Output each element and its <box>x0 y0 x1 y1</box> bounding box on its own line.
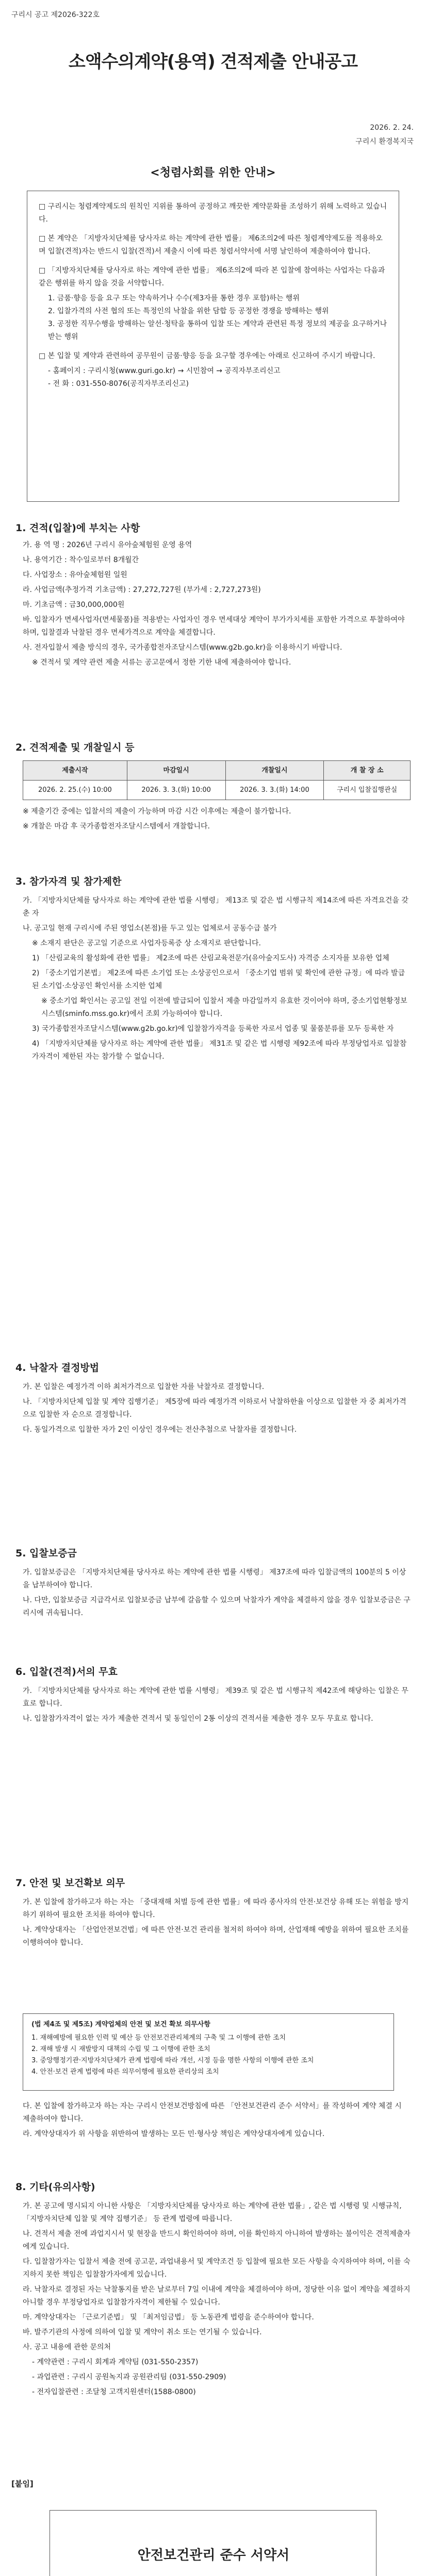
section-note: ※ 소재지 판단은 공고일 기준으로 사업자등록증 상 소재지로 판단합니다. <box>32 939 261 947</box>
section-line: 마. 기초금액 : 금30,000,000원 <box>23 601 125 609</box>
section-line: 사. 전자입찰서 제출 방식의 경우, 국가종합전자조달시스템(www.g2b.go.kr)을 이용하시기 바랍니다. <box>23 643 342 652</box>
section-line: 마. 계약상대자는 「근로기준법」 및 「최저임금법」 등 노동관계 법령을 준수하여야 합니다. <box>23 2313 314 2321</box>
info-paragraph: □ 본 입찰 및 계약과 관련하여 공무원이 금품·향응 등을 요구할 경우에는 아래로 신고하여 주시기 바랍니다. <box>39 352 375 360</box>
issuing-org: 구리시 환경복지국 <box>355 138 414 146</box>
section-2-body <box>23 760 411 835</box>
section-line: 바. 발주기관의 사정에 의하여 입찰 및 계약이 취소 또는 연기될 수 있습니다. <box>23 2328 262 2336</box>
section-line: 라. 계약상대자가 위 사항을 위반하여 발생하는 모든 민·형사상 책임은 계약상대자에게 있습니다. <box>23 2130 325 2138</box>
section-3-title: 3. 참가자격 및 참가제한 <box>15 876 122 887</box>
section-8-body <box>23 2200 411 2401</box>
section-7-title: 7. 안전 및 보건확보 의무 <box>15 1877 125 1889</box>
section-line: 가. 본 입찰에 참가하고자 하는 자는 「중대재해 처벌 등에 관한 법률」에 따라 종사자의 안전·보건상 유해 또는 위험을 방지하기 위하여 필요한 조치를 하여야 합니다. <box>23 1898 409 1919</box>
section-7-body-cont <box>23 2100 411 2143</box>
section-line: 가. 「지방자치단체를 당사자로 하는 계약에 관한 법률 시행령」 제13조 및 같은 법 시행규칙 제14조에 따른 자격요건을 갖춘 자 <box>23 896 408 918</box>
section-4-title: 4. 낙찰자 결정방법 <box>15 1362 100 1374</box>
notice-date: 2026. 2. 24. <box>370 124 414 132</box>
notice-number: 구리시 공고 제2026-322호 <box>11 11 100 19</box>
safety-obligations-box <box>23 2013 394 2091</box>
section-6-body <box>23 1685 411 1727</box>
section-4-body <box>23 1381 411 1438</box>
section-line: 다. 사업장소 : 유아숲체험원 일원 <box>23 571 127 579</box>
info-item: 2. 입찰가격의 사전 협의 또는 특정인의 낙찰을 위한 담합 등 공정한 경쟁을 방해하는 행위 <box>48 307 329 315</box>
attachment-label: [붙임] <box>11 2479 34 2488</box>
box-item: 2. 재해 발생 시 재발방지 대책의 수립 및 그 이행에 관한 조치 <box>31 2045 210 2053</box>
section-line: 나. 견적서 제출 전에 과업지시서 및 현장을 반드시 확인하여야 하며, 이를 확인하지 아니하여 발생하는 불이익은 견적제출자에게 있습니다. <box>23 2230 411 2251</box>
section-note: ※ 제출기간 중에는 입찰서의 제출이 가능하며 마감 시간 이후에는 제출이 불가합니다. <box>23 807 291 816</box>
section-note: ※ 중소기업 확인서는 공고일 전일 이전에 발급되어 입찰서 제출 마감일까지 유효한 것이어야 하며, 중소기업현황정보시스템(sminfo.mss.go.kr)에서 조회 가능하여야 합니다. <box>41 997 407 1018</box>
box-item: 1. 재해예방에 필요한 인력 및 예산 등 안전보건관리체계의 구축 및 그 이행에 관한 조치 <box>31 2034 286 2042</box>
table-cell: 2026. 2. 25.(수) 10:00 <box>23 781 127 800</box>
section-3-body <box>23 894 411 1065</box>
table-header: 마감일시 <box>127 761 225 781</box>
section-subline: 1) 「산림교육의 활성화에 관한 법률」 제2조에 따른 산림교육전문가(유아숲지도사) 자격증 소지자를 보유한 업체 <box>32 954 389 962</box>
section-line: 가. 입찰보증금은 「지방자치단체를 당사자로 하는 계약에 관한 법률 시행령」 제37조에 따라 입찰금액의 100분의 5 이상을 납부하여야 합니다. <box>23 1568 406 1589</box>
section-line: 나. 입찰참가자격이 없는 자가 제출한 견적서 및 동일인이 2통 이상의 견적서를 제출한 경우 모두 무효로 합니다. <box>23 1715 373 1723</box>
report-phone: - 전 화 : 031-550-8076(공직자부조리신고) <box>48 380 189 388</box>
section-subline: 2) 「중소기업기본법」 제2조에 따른 소기업 또는 소상공인으로서 「중소기업 범위 및 확인에 관한 규정」에 따라 발급된 소기업·소상공인 확인서를 소지한 업체 <box>32 969 405 990</box>
contact-line: - 과업관련 : 구리시 공원녹지과 공원관리팀 (031-550-2909) <box>32 2373 226 2381</box>
info-paragraph: □ 「지방자치단체를 당사자로 하는 계약에 관한 법률」 제6조의2에 따라 본 입찰에 참여하는 사업자는 다음과 같은 행위를 하지 않을 것을 서약합니다. <box>39 266 385 287</box>
section-line: 가. 용 역 명 : 2026년 구리시 유아숲체험원 운영 용역 <box>23 541 192 549</box>
section-line: 나. 다만, 입찰보증금 지급각서로 입찰보증금 납부에 갈음할 수 있으며 낙찰자가 계약을 체결하지 않을 경우 입찰보증금은 구리시에 귀속됩니다. <box>23 1596 411 1617</box>
section-line: 다. 동일가격으로 입찰한 자가 2인 이상인 경우에는 전산추첨으로 낙찰자를 결정합니다. <box>23 1426 297 1434</box>
section-subline: 4) 「지방자치단체를 당사자로 하는 계약에 관한 법률」 제31조 및 같은 법 시행령 제92조에 따라 부정당업자로 입찰참가자격이 제한된 자는 참가할 수 없습니다. <box>32 1040 407 1061</box>
section-2-title: 2. 견적제출 및 개찰일시 등 <box>15 742 135 753</box>
section-note: ※ 개찰은 마감 후 국가종합전자조달시스템에서 개찰합니다. <box>23 822 210 831</box>
section-line: 다. 입찰참가자는 입찰서 제출 전에 공고문, 과업내용서 및 계약조건 등 입찰에 필요한 모든 사항을 숙지하여야 하며, 이를 숙지하지 못한 책임은 입찰참가자에게 있습니다. <box>23 2258 411 2279</box>
section-line: 나. 용역기간 : 착수일로부터 8개월간 <box>23 556 139 564</box>
integrity-heading: <청렴사회를 위한 안내> <box>150 166 276 179</box>
safety-pledge-form <box>50 2510 376 2576</box>
section-line: 가. 「지방자치단체를 당사자로 하는 계약에 관한 법률 시행령」 제39조 및 같은 법 시행규칙 제42조에 해당하는 입찰은 무효로 합니다. <box>23 1687 408 1708</box>
table-cell: 구리시 입찰집행관실 <box>324 781 411 800</box>
section-6-title: 6. 입찰(견적)서의 무효 <box>15 1666 118 1677</box>
section-line: 다. 본 입찰에 참가하고자 하는 자는 구리시 안전보건방침에 따른 「안전보건관리 준수 서약서」를 작성하여 계약 체결 시 제출하여야 합니다. <box>23 2102 402 2123</box>
section-subline: 3) 국가종합전자조달시스템(www.g2b.go.kr)에 입찰참가자격을 등록한 자로서 업종 및 물품분류를 모두 등록한 자 <box>32 1025 394 1033</box>
box-item: 3. 중앙행정기관·지방자치단체가 관계 법령에 따라 개선, 시정 등을 명한 사항의 이행에 관한 조치 <box>31 2057 314 2064</box>
box-title: (법 제4조 및 제5조) 계약업체의 안전 및 보건 확보 의무사항 <box>31 2021 210 2028</box>
report-homepage: - 홈페이지 : 구리시청(www.guri.go.kr) → 시민참여 → 공직자부조리신고 <box>48 367 281 375</box>
section-note: ※ 견적서 및 계약 관련 제출 서류는 공고문에서 정한 기한 내에 제출하여야 합니다. <box>32 658 291 667</box>
info-paragraph: □ 본 계약은 「지방자치단체를 당사자로 하는 계약에 관한 법률」 제6조의2에 따른 청렴계약제도를 적용하오며 입찰(견적)자는 반드시 입찰(견적)서 제출시 이에 따른 청렴서약서에 서명 날인하여 제출하여야 합니다. <box>39 234 383 256</box>
section-1-title: 1. 견적(입찰)에 부치는 사항 <box>15 522 140 534</box>
page-title: 소액수의계약(용역) 견적제출 안내공고 <box>68 52 358 72</box>
section-5-title: 5. 입찰보증금 <box>15 1548 77 1559</box>
table-header: 개 찰 장 소 <box>324 761 411 781</box>
section-7-body <box>23 1896 411 1952</box>
section-line: 나. 공고일 현재 구리시에 주된 영업소(본점)를 두고 있는 업체로서 공동수급 불가 <box>23 924 277 933</box>
integrity-info-box <box>27 191 399 502</box>
table-header: 제출시작 <box>23 761 127 781</box>
pledge-title: 안전보건관리 준수 서약서 <box>137 2548 290 2563</box>
section-line: 나. 「지방자치단체 입찰 및 계약 집행기준」 제5장에 따라 예정가격 이하로서 낙찰하한율 이상으로 입찰한 자 중 최저가격으로 입찰한 자 순으로 결정합니다. <box>23 1398 406 1419</box>
section-line: 라. 사업금액(추정가격 기초금액) : 27,272,727원 (부가세 : 2,727,273원) <box>23 586 261 594</box>
info-paragraph: □ 구리시는 청렴계약제도의 원칙인 지위를 통하여 공정하고 깨끗한 계약문화를 조성하기 위해 노력하고 있습니다. <box>39 202 387 224</box>
section-line: 나. 계약상대자는 「산업안전보건법」에 따른 안전·보건 관리를 철저히 하여야 하며, 산업재해 예방을 위하여 필요한 조치를 이행하여야 합니다. <box>23 1926 409 1947</box>
section-line: 바. 입찰자가 면세사업자(면세물품)를 적용받는 사업자인 경우 면세대상 계약이 부가가치세를 포함한 가격으로 투찰하여야 하며, 입찰결과 낙찰된 경우 면세가격으로 계약을 체결합니다. <box>23 616 405 637</box>
table-cell: 2026. 3. 3.(화) 14:00 <box>225 781 324 800</box>
table-cell: 2026. 3. 3.(화) 10:00 <box>127 781 225 800</box>
section-line: 라. 낙찰자로 결정된 자는 낙찰통지를 받은 날로부터 7일 이내에 계약을 체결하여야 하며, 정당한 이유 없이 계약을 체결하지 아니할 경우 부정당업자로 입찰참가자격이 제한될 수 있습니다. <box>23 2285 411 2307</box>
schedule-table <box>23 760 411 800</box>
section-1-body <box>23 539 411 671</box>
section-line: 가. 본 입찰은 예정가격 이하 최저가격으로 입찰한 자를 낙찰자로 결정합니다. <box>23 1383 265 1391</box>
box-item: 4. 안전·보건 관계 법령에 따른 의무이행에 필요한 관리상의 조치 <box>31 2068 219 2076</box>
section-5-body <box>23 1566 411 1622</box>
contact-line: - 계약관련 : 구리시 회계과 계약팀 (031-550-2357) <box>32 2358 199 2366</box>
info-item: 1. 금품·향응 등을 요구 또는 약속하거나 수수(제3자를 통한 경우 포함)하는 행위 <box>48 294 300 302</box>
section-line: 가. 본 공고에 명시되지 아니한 사항은 「지방자치단체를 당사자로 하는 계약에 관한 법률」, 같은 법 시행령 및 시행규칙, 「지방자치단체 입찰 및 계약 집행기준」 등 관계 법령에 따릅니다. <box>23 2202 402 2223</box>
info-item: 3. 공정한 직무수행을 방해하는 알선·청탁을 통하여 입찰 또는 계약과 관련된 특정 정보의 제공을 요구하거나 받는 행위 <box>48 320 387 341</box>
table-header: 개찰일시 <box>225 761 324 781</box>
contact-line: - 전자입찰관련 : 조달청 고객지원센터(1588-0800) <box>32 2388 196 2396</box>
section-line: 사. 공고 내용에 관한 문의처 <box>23 2343 111 2351</box>
section-8-title: 8. 기타(유의사항) <box>15 2181 95 2193</box>
